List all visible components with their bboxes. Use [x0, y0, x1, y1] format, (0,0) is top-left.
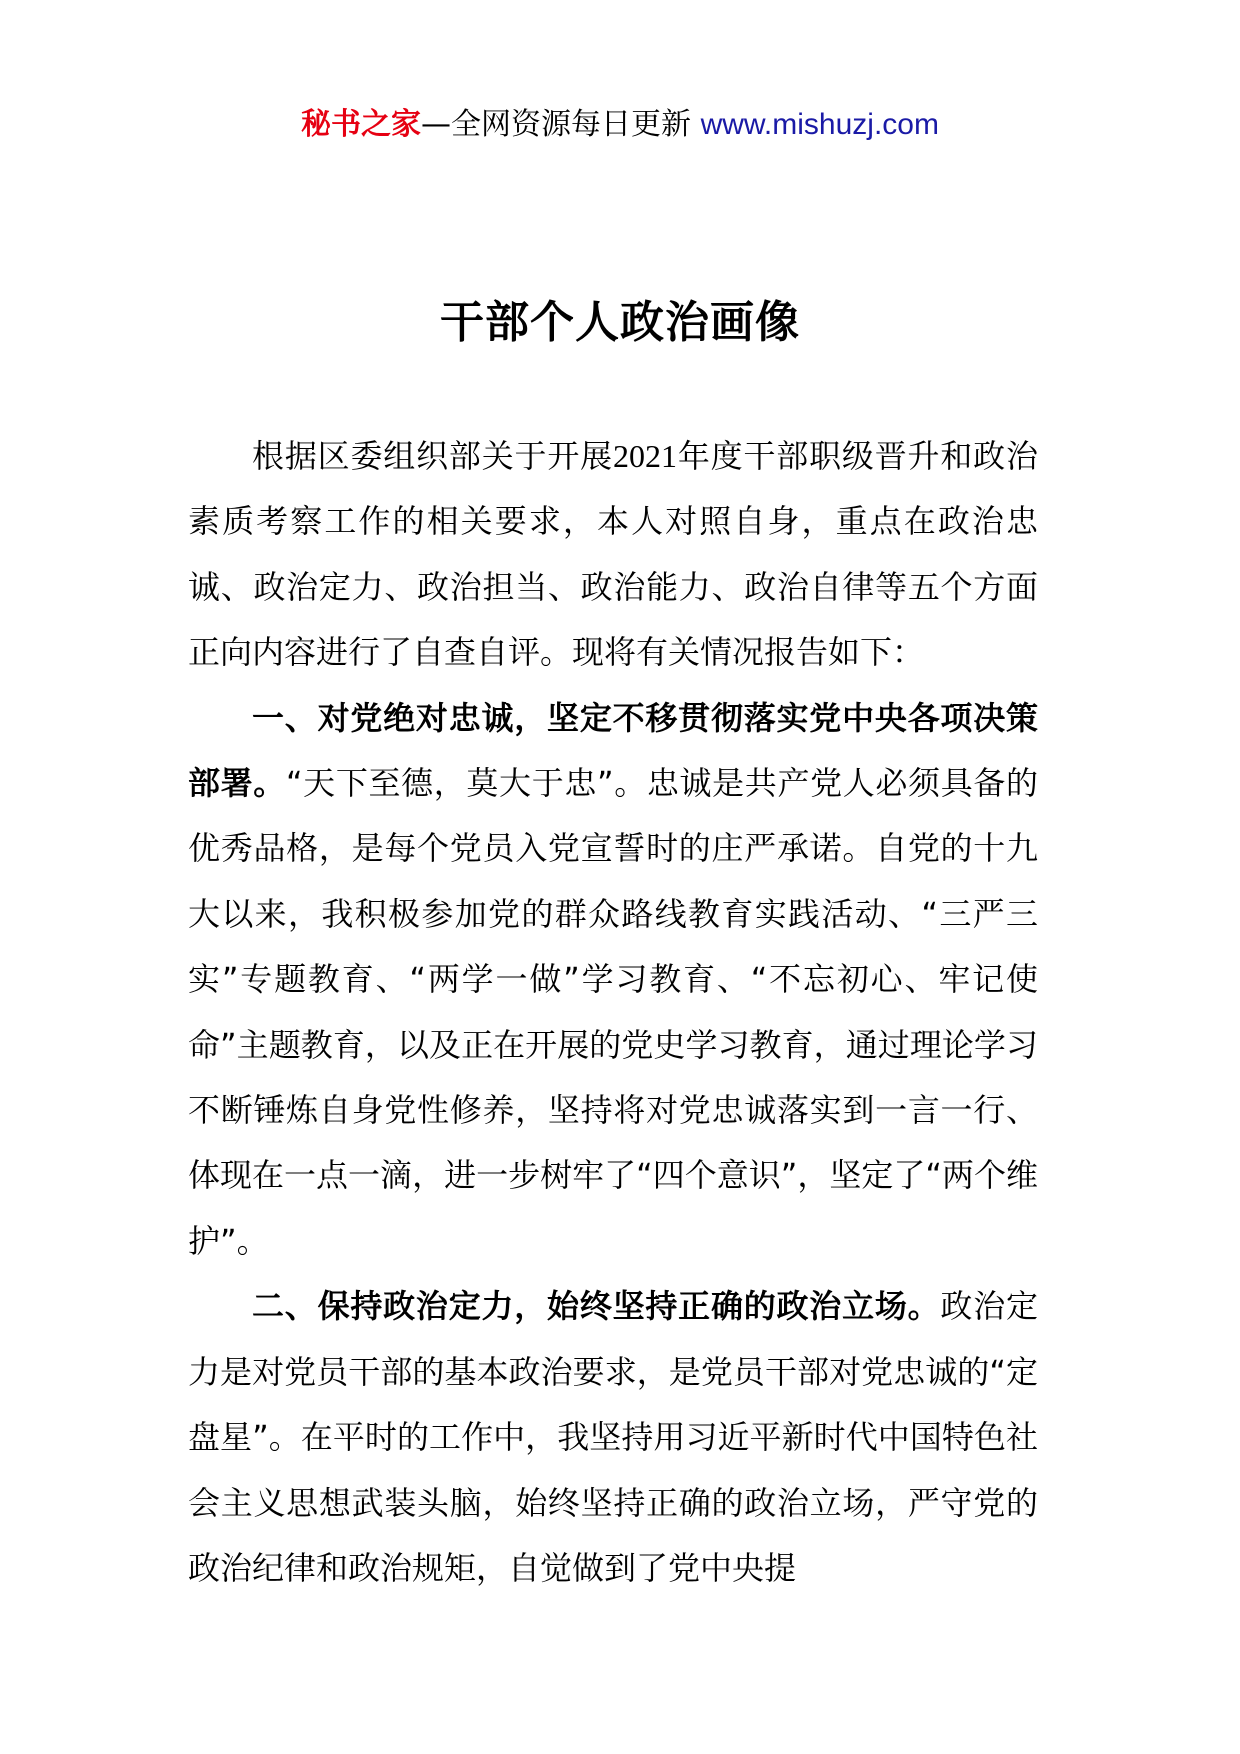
- site-name: 秘书之家: [301, 107, 422, 142]
- section-paragraph-1: [188, 686, 1038, 1275]
- section-text-1: “天下至德，莫大于忠”。忠诚是共产党人必须具备的优秀品格，是每个党员入党宣誓时的庄严承诺。自党的十九大以来，我积极参加党的群众路线教育实践活动、“三严三实”专题教育、“两学一做”学习教育、“不忘初心、牢记使命”主题教育，以及正在开展的党史学习教育，通过理论学习不断锤炼自身党性修养，坚持将对党忠诚落实到一言一行、体现在一点一滴，进一步树牢了“四个意识”，坚定了“两个维护”。: [188, 764, 1038, 1260]
- section-text-2: 政治定力是对党员干部的基本政治要求，是党员干部对党忠诚的“定盘星”。在平时的工作中，我坚持用习近平新时代中国特色社会主义思想武装头脑，始终坚持正确的政治立场，严守党的政治纪律和政治规矩，自觉做到了党中央提: [188, 1287, 1038, 1587]
- section-heading-1: 一、对党绝对忠诚，坚定不移贯彻落实党中央各项决策部署。: [188, 698, 1038, 803]
- document-body: [188, 424, 1038, 1601]
- site-header: [0, 104, 1240, 146]
- intro-text-part1: 根据区委组织部关于开展: [252, 437, 613, 475]
- section-heading-2: 二、保持政治定力，始终坚持正确的政治立场。: [252, 1287, 941, 1326]
- document-title: 干部个人政治画像: [440, 297, 800, 348]
- site-slogan: —全网资源每日更新: [421, 107, 701, 142]
- intro-paragraph: [188, 424, 1038, 686]
- section-paragraph-2: [188, 1274, 1038, 1601]
- site-url-link[interactable]: www.mishuzj.com: [700, 108, 939, 141]
- intro-year: 2021: [613, 438, 677, 474]
- intro-text-part2: 年度干部职级晋升和政治素质考察工作的相关要求，本人对照自身，重点在政治忠诚、政治定力、政治担当、政治能力、政治自律等五个方面正向内容进行了自查自评。现将有关情况报告如下：: [188, 437, 1038, 672]
